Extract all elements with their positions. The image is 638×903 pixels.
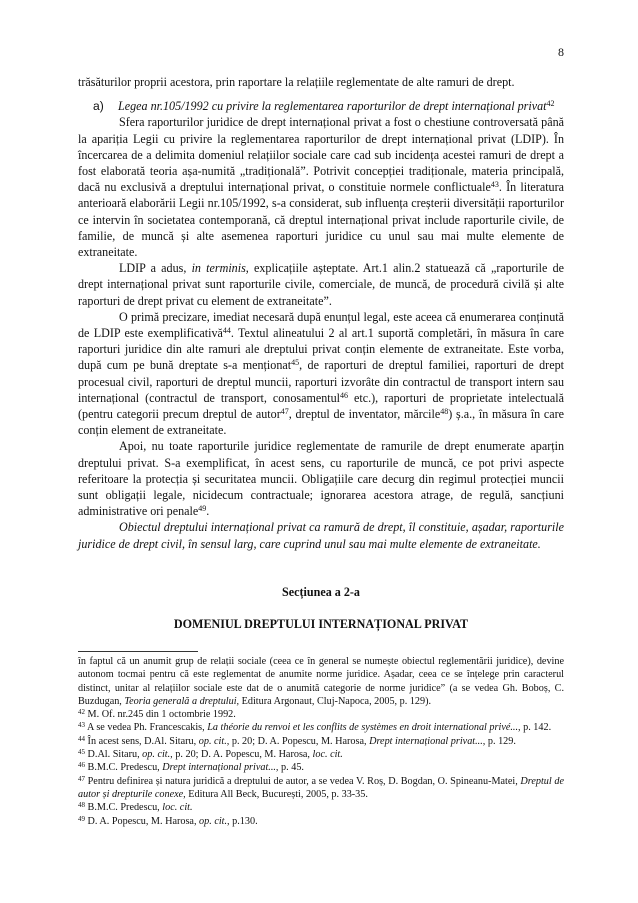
- paragraph-obiectul: Obiectul dreptului internațional privat ca ramură de drept, îl constituie, așadar, raporturile juridice de drept civil, în sensul larg, care cuprind unul sau mai multe elemente de extraneitate.: [78, 520, 564, 551]
- paragraph-sfera: [78, 114, 564, 260]
- footnote-47: [78, 775, 564, 802]
- text-span: . În literatura anterioară elaborării Legii nr.105/1992, s-a considerat, sub influența creșterii diversității raporturilor ce intervin în societatea contemporană, că dreptul internațional privat include raporturile civile, de familie, de muncă și alte asemenea raporturi juridice cu unul sau mai multe elemente de extraneitate.: [78, 180, 564, 260]
- footnote-49: [78, 815, 564, 828]
- text-span: B.M.C. Predescu,: [85, 802, 163, 814]
- paragraph-intro: trăsăturilor proprii acestora, prin raportare la relațiile reglementate de alte ramuri de drept.: [78, 75, 515, 89]
- paragraph-precizare: [78, 309, 564, 439]
- footnote-48: [78, 801, 564, 814]
- footnote-ref[interactable]: 49: [198, 504, 207, 514]
- footnote-ref[interactable]: 43: [490, 180, 499, 190]
- text-span: . Textul alineatului 2 al art.1 suportă completări, în măsura în care raporturi juridice din alte ramuri ale dreptului privat conțin elemente de extraneitate. Este vorba, după cum pe bună dreptate s-a menționat: [78, 326, 564, 373]
- text-span: p. 20; D. A. Popescu, M. Harosa,: [172, 749, 313, 761]
- text-span: D.Al. Sitaru,: [85, 749, 143, 761]
- footnote-45: [78, 748, 564, 761]
- page-number: 8: [558, 45, 564, 59]
- footnote-number: 49: [78, 814, 85, 823]
- text-span: , dreptul de inventator, mărcile: [288, 407, 441, 422]
- text-span: B.M.C. Predescu,: [85, 762, 163, 774]
- emphasis-text: loc. cit.: [312, 749, 343, 761]
- footnote-number: 43: [78, 721, 85, 730]
- footnote-ref[interactable]: 42: [546, 99, 555, 109]
- text-span: Editura Argonaut, Cluj-Napoca, 2005, p. 129).: [239, 695, 432, 707]
- emphasis-text: La théorie du renvoi et les conflits de systèmes en droit international privé...,: [207, 722, 521, 734]
- list-item-a: [78, 98, 564, 114]
- text-span: în faptul că un anumit grup de relații sociale (ceea ce în general se numește obiectul reglementării juridice), devine autonom tocmai pentru că este reglementat de anumite norme juridice. Așadar, ceea ce se înțelege prin caracterul distinct, unitar al relațiilor sociale este dat de o anumită categorie de norme juridice” (a se vedea Gh. Boboș, C. Buzdugan,: [78, 656, 564, 707]
- text-span: p. 45.: [278, 762, 304, 774]
- text-span: ) ș.a., în măsura în care conțin element de extraneitate.: [78, 407, 564, 438]
- paragraph-apoi: [78, 438, 564, 519]
- footnotes: [78, 655, 564, 828]
- text-span: A se vedea Ph. Francescakis,: [85, 722, 208, 734]
- text-span: Sfera raporturilor juridice de drept internațional privat a fost o chestiune controversată până la apariția Legii cu privire la reglementarea raporturilor de drept internațional privat (LDIP). În încercarea de a delimita domeniul relațiilor sociale care cad sub incidența acestei ramuri de drept a fost elaborată teoria așa-numită „tradițională”. Potrivit concepției tradiționale, materia principală, dacă nu exclusivă a dreptului internațional privat, o constituie normele conflictuale: [78, 115, 564, 195]
- footnote-44: [78, 735, 564, 748]
- text-span: explicațiile așteptate. Art.1 alin.2 statuează că „raporturile de drept internațional privat sunt raporturile civile, comerciale, de muncă, de procedură civilă și alte raporturi de drept privat cu element de extraneitate”.: [78, 261, 564, 308]
- footnote-ref[interactable]: 48: [440, 407, 449, 417]
- emphasis-text: Teoria generală a dreptului,: [124, 695, 240, 707]
- text-span: p. 129.: [485, 735, 516, 747]
- text-span: .: [206, 504, 210, 519]
- footnote-46: [78, 761, 564, 774]
- section-title: DOMENIUL DREPTULUI INTERNAȚIONAL PRIVAT: [173, 617, 469, 632]
- text-span: O primă precizare, imediat necesară după enunțul legal, este aceea că enumerarea conținută de LDIP este exemplificativă: [78, 309, 564, 341]
- footnote-ref[interactable]: 45: [291, 358, 300, 368]
- text-span: În acest sens, D.Al. Sitaru,: [85, 735, 199, 747]
- emphasis-text: Drept internațional privat...,: [369, 735, 486, 747]
- text-span: Pentru definirea și natura juridică a dreptului de autor, a se vedea V. Roș, D. Bogdan, O. Spineanu-Matei,: [85, 775, 521, 787]
- footnote-ref[interactable]: 47: [280, 407, 289, 417]
- emphasis-text: loc. cit.: [162, 802, 193, 814]
- list-marker: a): [93, 99, 104, 114]
- text-span: , de raporturi de dreptul familiei, raporturi de drept procesual civil, raporturi de dreptul muncii, raporturi izvorâte din contractul de transport intern sau internațional (contractul de transport, conosamentul: [78, 358, 564, 405]
- footnote-separator: [78, 651, 198, 652]
- text-span: Editura All Beck, București, 2005, p. 33-35.: [185, 788, 368, 800]
- emphasis-text: op. cit.,: [142, 749, 173, 761]
- list-item-text: Legea nr.105/1992 cu privire la reglementarea raporturilor de drept internațional privat: [118, 99, 547, 114]
- emphasis-text: in terminis,: [191, 261, 249, 276]
- footnote-43: [78, 721, 564, 734]
- footnote-42: [78, 708, 564, 721]
- footnote-number: 42: [78, 708, 85, 717]
- paragraph-ldip: [78, 260, 564, 309]
- footnote-number: 45: [78, 748, 85, 757]
- text-span: D. A. Popescu, M. Harosa,: [85, 815, 200, 827]
- text-span: p.130.: [229, 815, 258, 827]
- text-span: p. 142.: [520, 722, 552, 734]
- footnote-ref[interactable]: 44: [222, 326, 231, 336]
- footnote-number: 44: [78, 734, 85, 743]
- footnote-number: 46: [78, 761, 85, 770]
- emphasis-text: op. cit.,: [198, 735, 230, 747]
- footnote-number: 47: [78, 774, 85, 783]
- text-span: M. Of. nr.245 din 1 octombrie 1992.: [85, 709, 236, 721]
- text-span: p. 20; D. A. Popescu, M. Harosa,: [229, 735, 370, 747]
- page-body: [78, 74, 564, 632]
- text-span: LDIP a adus,: [119, 261, 192, 276]
- footnote-ref[interactable]: 46: [340, 390, 349, 400]
- emphasis-text: Drept internațional privat...,: [162, 762, 279, 774]
- footnote-continuation: [78, 655, 564, 708]
- emphasis-text: Dreptul de autor și drepturile conexe,: [78, 775, 564, 800]
- emphasis-text: op. cit.,: [199, 815, 230, 827]
- text-span: Apoi, nu toate raporturile juridice reglementate de ramurile de drept enumerate aparțin dreptului privat. S-a exemplificat, în acest sens, cu raporturile de muncă, ce pot privi aspecte referitoare la protecția și securitatea muncii. Obligațiile care decurg din regimul protecției muncii sunt obligații legale, nicidecum contractuale; ignorarea acestora atrage, de regulă, sancțiuni administrative ori penale: [78, 439, 564, 519]
- section-label: Secțiunea a 2-a: [282, 584, 360, 599]
- text-span: etc.), raporturi de proprietate intelectuală (pentru categorii precum dreptul de autor: [78, 390, 564, 422]
- footnote-number: 48: [78, 801, 85, 810]
